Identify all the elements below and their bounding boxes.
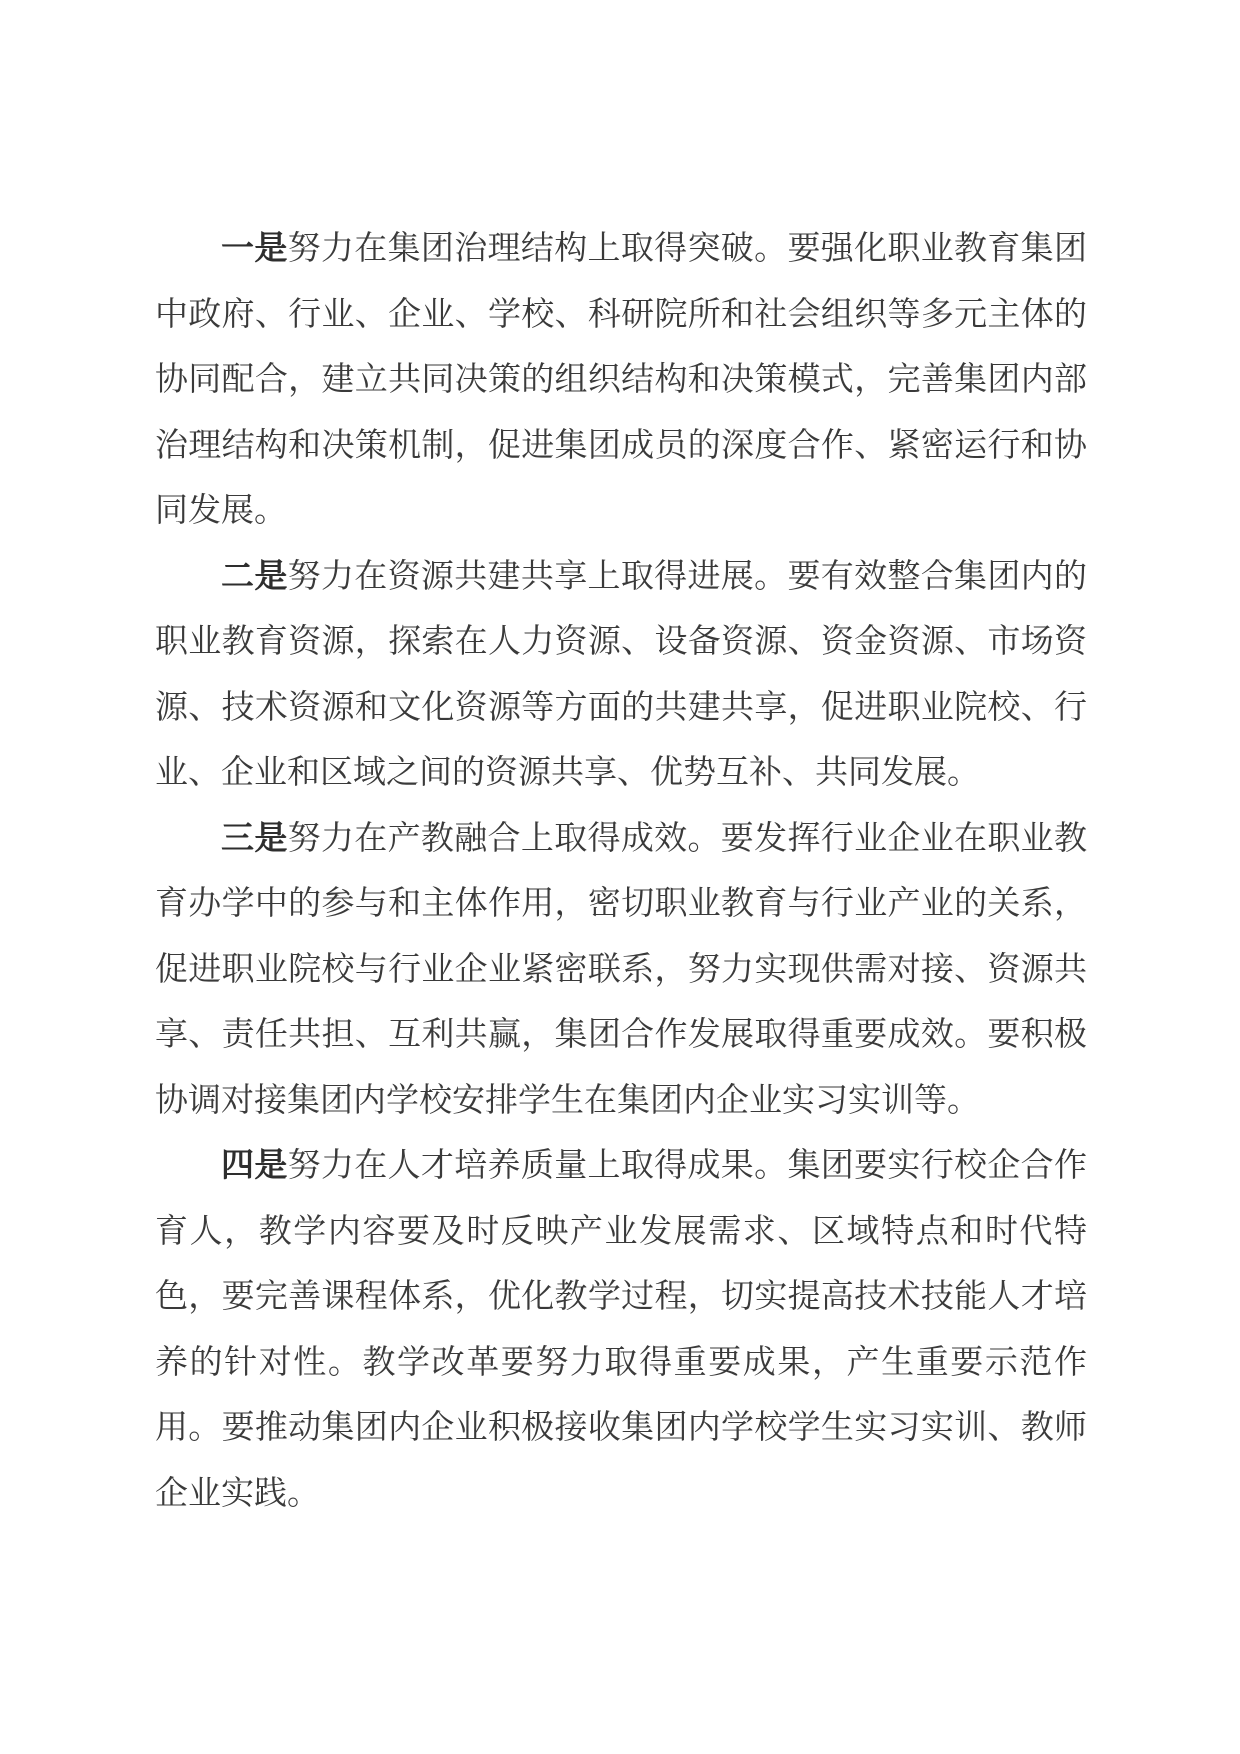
paragraph-3-lead: 三是 — [221, 817, 288, 857]
paragraph-3 — [155, 805, 1087, 1133]
paragraph-2-lead: 二是 — [221, 555, 288, 595]
paragraph-4-text: 努力在人才培养质量上取得成果。集团要实行校企合作育人，教学内容要及时反映产业发展需求、区域特点和时代特色，要完善课程体系，优化教学过程，切实提高技术技能人才培养的针对性。教学改革要努力取得重要成果，产生重要示范作用。要推动集团内企业积极接收集团内学校学生实习实训、教师企业实践。 — [155, 1145, 1088, 1512]
document-body — [155, 215, 1087, 1525]
paragraph-1-lead: 一是 — [221, 228, 288, 267]
paragraph-4-lead: 四是 — [221, 1145, 288, 1184]
paragraph-3-text: 努力在产教融合上取得成效。要发挥行业企业在职业教育办学中的参与和主体作用，密切职业教育与行业产业的关系，促进职业院校与行业企业紧密联系，努力实现供需对接、资源共享、责任共担、互利共赢，集团合作发展取得重要成效。要积极协调对接集团内学校安排学生在集团内企业实习实训等。 — [155, 817, 1088, 1119]
paragraph-1 — [155, 215, 1087, 543]
paragraph-2-text: 努力在资源共建共享上取得进展。要有效整合集团内的职业教育资源，探索在人力资源、设备资源、资金资源、市场资源、技术资源和文化资源等方面的共建共享，促进职业院校、行业、企业和区域之间的资源共享、优势互补、共同发展。 — [155, 555, 1088, 791]
paragraph-4 — [155, 1132, 1087, 1525]
paragraph-2 — [155, 543, 1087, 805]
paragraph-1-text: 努力在集团治理结构上取得突破。要强化职业教育集团中政府、行业、企业、学校、科研院所和社会组织等多元主体的协同配合，建立共同决策的组织结构和决策模式，完善集团内部治理结构和决策机制，促进集团成员的深度合作、紧密运行和协同发展。 — [155, 228, 1088, 529]
